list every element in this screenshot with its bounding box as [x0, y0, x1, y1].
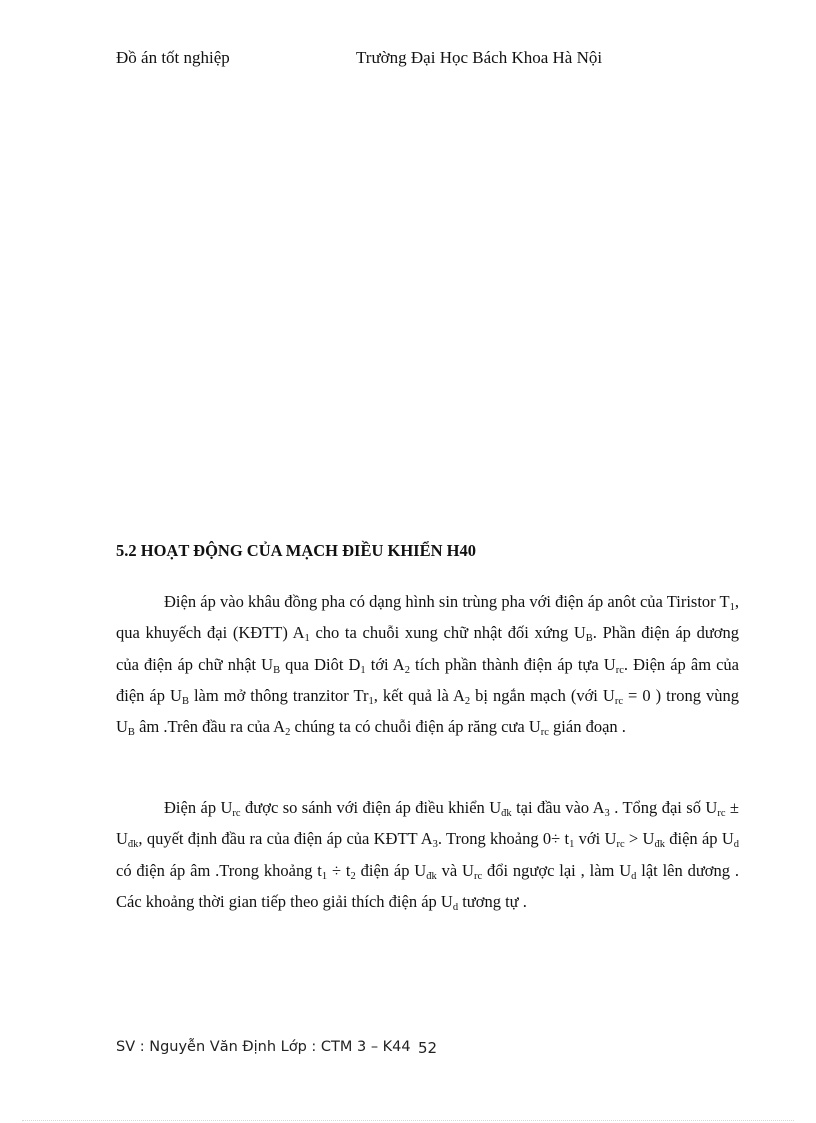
subscript: 1 — [729, 602, 735, 613]
subscript: rc — [614, 695, 623, 707]
header-right: Trường Đại Học Bách Khoa Hà Nội — [356, 48, 603, 67]
subscript: 2 — [404, 664, 410, 676]
subscript: B — [273, 664, 281, 676]
subscript: rc — [540, 727, 549, 739]
subscript: 3 — [432, 839, 438, 851]
section-heading: 5.2 HOẠT ĐỘNG CỦA MẠCH ĐIỀU KHIỂN H40 — [116, 541, 476, 560]
page-number: 52 — [418, 1039, 438, 1057]
subscript: rc — [473, 870, 483, 882]
subscript: 1 — [368, 695, 374, 707]
paragraph-1: Điện áp vào khâu đồng pha có dạng hình sin trùng pha với điện áp anôt của Tiristor $T_1$, qua khuyếch đại (KĐTT) $A_1$ cho ta chuỗi xung chữ nhật đối xứng $U_B$. Phần điện áp dương của điện áp chữ nhật $U_B$ qua Diôt $D_1$ tới $A_2$ tích phần thành điện áp tựa $U_{rc}$. Điện áp âm của điện áp $U_B$ làm mở thông tranzitor $Tr_1$, kết quả là $A_2$ bị ngắn mạch (với $U_{rc} = 0$ ) trong vùng $U_B$ âm .Trên đầu ra của $A_2$ chúng ta có chuỗi điện áp răng cưa $U_{rc}$ gián đoạn . — [116, 592, 739, 739]
subscript: 2 — [350, 870, 356, 882]
subscript: d — [452, 901, 459, 913]
subscript: 2 — [285, 727, 291, 739]
subscript: đk — [501, 808, 512, 819]
subscript: B — [127, 727, 135, 739]
subscript: rc — [616, 839, 625, 851]
subscript: rc — [615, 664, 624, 676]
subscript: 1 — [360, 664, 366, 676]
subscript: rc — [232, 808, 241, 819]
subscript: 3 — [604, 808, 610, 819]
page-bottom-rule — [22, 1120, 794, 1121]
subscript: đk — [426, 870, 437, 882]
subscript: 1 — [569, 839, 575, 851]
subscript: B — [181, 695, 189, 707]
subscript: 1 — [321, 870, 328, 882]
subscript: đk — [654, 839, 665, 851]
paragraph-2: Điện áp $U_{rc}$ được so sánh với điện áp điều khiển $U_{đk}$ tại đầu vào $A_3$ . Tổng đại số $U_{rc} \pm U_{đk}$, quyết định đầu ra của điện áp của KĐTT $A_3$. Trong khoảng $0\div t_1$ với $U_{rc} > U_{đk}$ điện áp $U_d$ có điện áp âm .Trong khoảng $t_1 \div t_2$ điện áp $U_{đk}$ và $U_{rc}$ đổi ngược lại , làm $U_d$ lật lên dương . Các khoảng thời gian tiếp theo giải thích điện áp $U_d$ tương tự . — [116, 798, 739, 913]
subscript: 1 — [304, 633, 310, 645]
subscript: rc — [717, 808, 726, 819]
header-left: Đồ án tốt nghiệp — [116, 48, 230, 67]
subscript: d — [631, 870, 637, 882]
subscript: B — [585, 633, 593, 645]
subscript: đk — [127, 839, 139, 851]
footer-student-info: SV : Nguyễn Văn Định Lớp : CTM 3 – K44 — [116, 1039, 411, 1055]
subscript: d — [733, 839, 739, 851]
subscript: 2 — [464, 695, 471, 707]
